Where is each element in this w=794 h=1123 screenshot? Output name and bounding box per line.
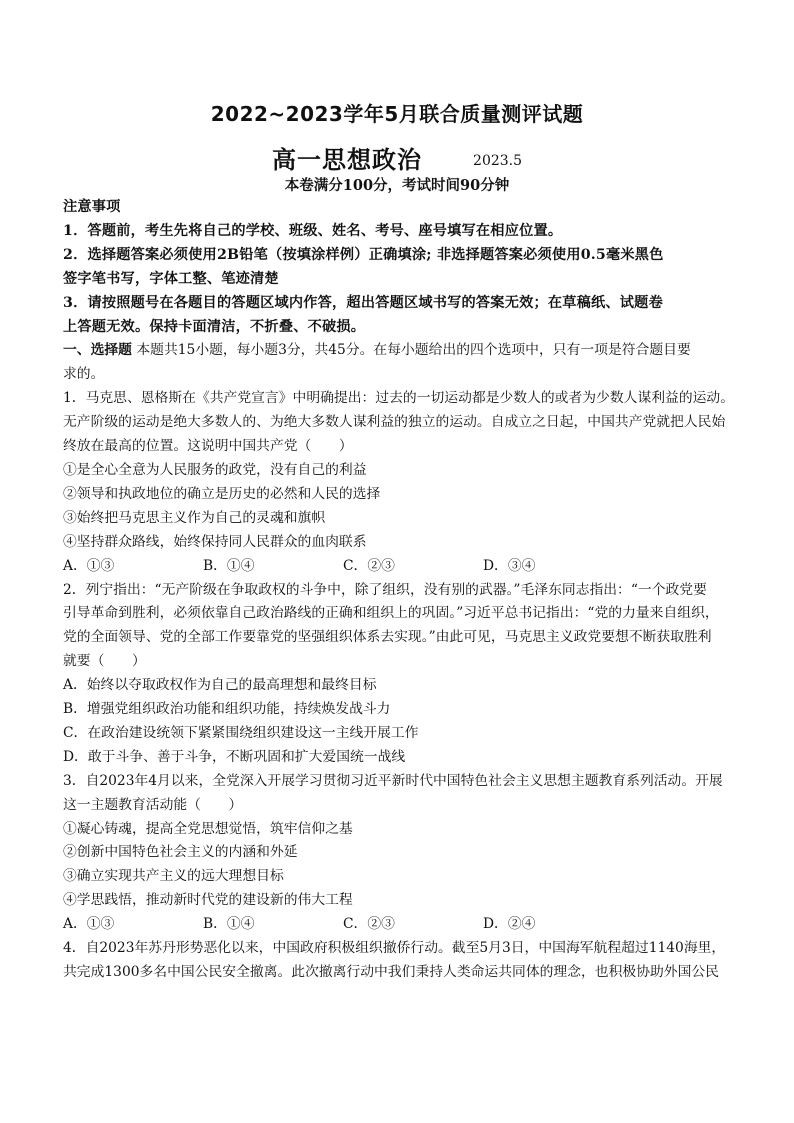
notice-item: 2．选择题答案必须使用2B铅笔（按填涂样例）正确填涂; 非选择题答案必须使用0.5毫米黑色 [63, 246, 664, 263]
q3-item: ②创新中国特色社会主义的内涵和外延 [63, 844, 298, 861]
q1-item: ②领导和执政地位的确立是历史的必然和人民的选择 [63, 485, 381, 502]
notice-item: 3．请按照题号在各题目的答题区域内作答，超出答题区域书写的答案无效；在草稿纸、试题卷 [63, 294, 663, 311]
section-title: 一、选择题 [63, 342, 132, 359]
q1-item: ①是全心全意为人民服务的政党，没有自己的利益 [63, 461, 367, 478]
notice-item: 1．答题前，考生先将自己的学校、班级、姓名、考号、座号填写在相应位置。 [63, 222, 563, 239]
q1-item: ④坚持群众路线，始终保持同人民群众的血肉联系 [63, 533, 367, 550]
subject-name: 高一思想政治 [271, 146, 422, 174]
q2-stem: 2．列宁指出：“无产阶级在争取政权的斗争中，除了组织，没有别的武器。”毛泽东同志指出：“一个政党要 [63, 581, 707, 598]
q2-option-c: C．在政治建设统领下紧紧围绕组织建设这一主线开展工作 [63, 724, 419, 741]
section-header [63, 339, 743, 363]
score-info: 本卷满分100分，考试时间90分钟 [284, 177, 510, 194]
q4-stem: 4．自2023年苏丹形势恶化以来，中国政府积极组织撤侨行动。截至5月3日，中国海军航程超过1140海里， [63, 940, 726, 957]
q2-stem: 就要（ ） [63, 653, 146, 670]
section-desc: 本题共15小题，每小题3分，共45分。在每小题给出的四个选项中，只有一项是符合题目要 [131, 342, 691, 359]
q3-option-a: A．①③ [63, 916, 115, 933]
q3-options [63, 913, 743, 937]
q3-item: ③确立实现共产主义的远大理想目标 [63, 868, 284, 885]
q1-option-d: D．③④ [483, 557, 536, 574]
q3-stem: 这一主题教育活动能（ ） [63, 796, 243, 813]
notice-heading: 注意事项 [63, 199, 121, 215]
q1-stem: 无产阶级的运动是绝大多数人的、为绝大多数人谋利益的独立的运动。自成立之日起，中国共产党就把人民始 [63, 414, 726, 431]
q1-stem: 终放在最高的位置。这说明中国共产党（ ） [63, 438, 353, 455]
q4-stem: 共完成1300多名中国公民安全撤离。此次撤离行动中我们秉持人类命运共同体的理念，也积极协助外国公民 [63, 964, 719, 980]
q3-option-c: C．②③ [343, 916, 395, 933]
section-desc: 求的。 [63, 366, 105, 383]
subtitle-row [0, 140, 794, 175]
q1-item: ③始终把马克思主义作为自己的灵魂和旗帜 [63, 509, 326, 526]
q2-option-b: B．增强党组织政治功能和组织功能，持续焕发战斗力 [63, 701, 391, 718]
q3-option-d: D．②④ [483, 916, 536, 933]
q2-option-d: D．敢于斗争、善于斗争，不断巩固和扩大爱国统一战线 [63, 748, 406, 765]
q2-stem: 引导革命到胜利，必须依靠自己政治路线的正确和组织上的巩固。”习近平总书记指出：“党的力量来自组织， [63, 605, 719, 622]
q3-option-b: B．①④ [203, 916, 255, 933]
exam-date: 2023.5 [473, 153, 523, 169]
q2-option-a: A．始终以夺取政权作为自己的最高理想和最终目标 [63, 677, 377, 694]
q1-option-a: A．①③ [63, 557, 115, 574]
notice-item: 签字笔书写，字体工整、笔迹清楚 [63, 270, 279, 287]
q1-option-b: B．①④ [203, 557, 255, 574]
q1-option-c: C．②③ [343, 557, 395, 574]
q3-item: ①凝心铸魂，提高全党思想觉悟，筑牢信仰之基 [63, 820, 353, 837]
exam-content [63, 196, 743, 985]
q1-stem: 1．马克思、恩格斯在《共产党宣言》中明确提出：过去的一切运动都是少数人的或者为少数人谋利益的运动。 [63, 390, 735, 407]
exam-title: 2022~2023学年5月联合质量测评试题 [210, 102, 584, 126]
q3-stem: 3．自2023年4月以来，全党深入开展学习贯彻习近平新时代中国特色社会主义思想主题教育系列活动。开展 [63, 772, 723, 789]
q3-item: ④学思践悟，推动新时代党的建设新的伟大工程 [63, 892, 353, 909]
notice-item: 上答题无效。保持卡面清洁，不折叠、不破损。 [63, 318, 366, 335]
q1-options [63, 555, 743, 579]
q2-stem: 党的全面领导、党的全部工作要靠党的坚强组织体系去实现。”由此可见，马克思主义政党要想不断获取胜利 [63, 629, 712, 646]
